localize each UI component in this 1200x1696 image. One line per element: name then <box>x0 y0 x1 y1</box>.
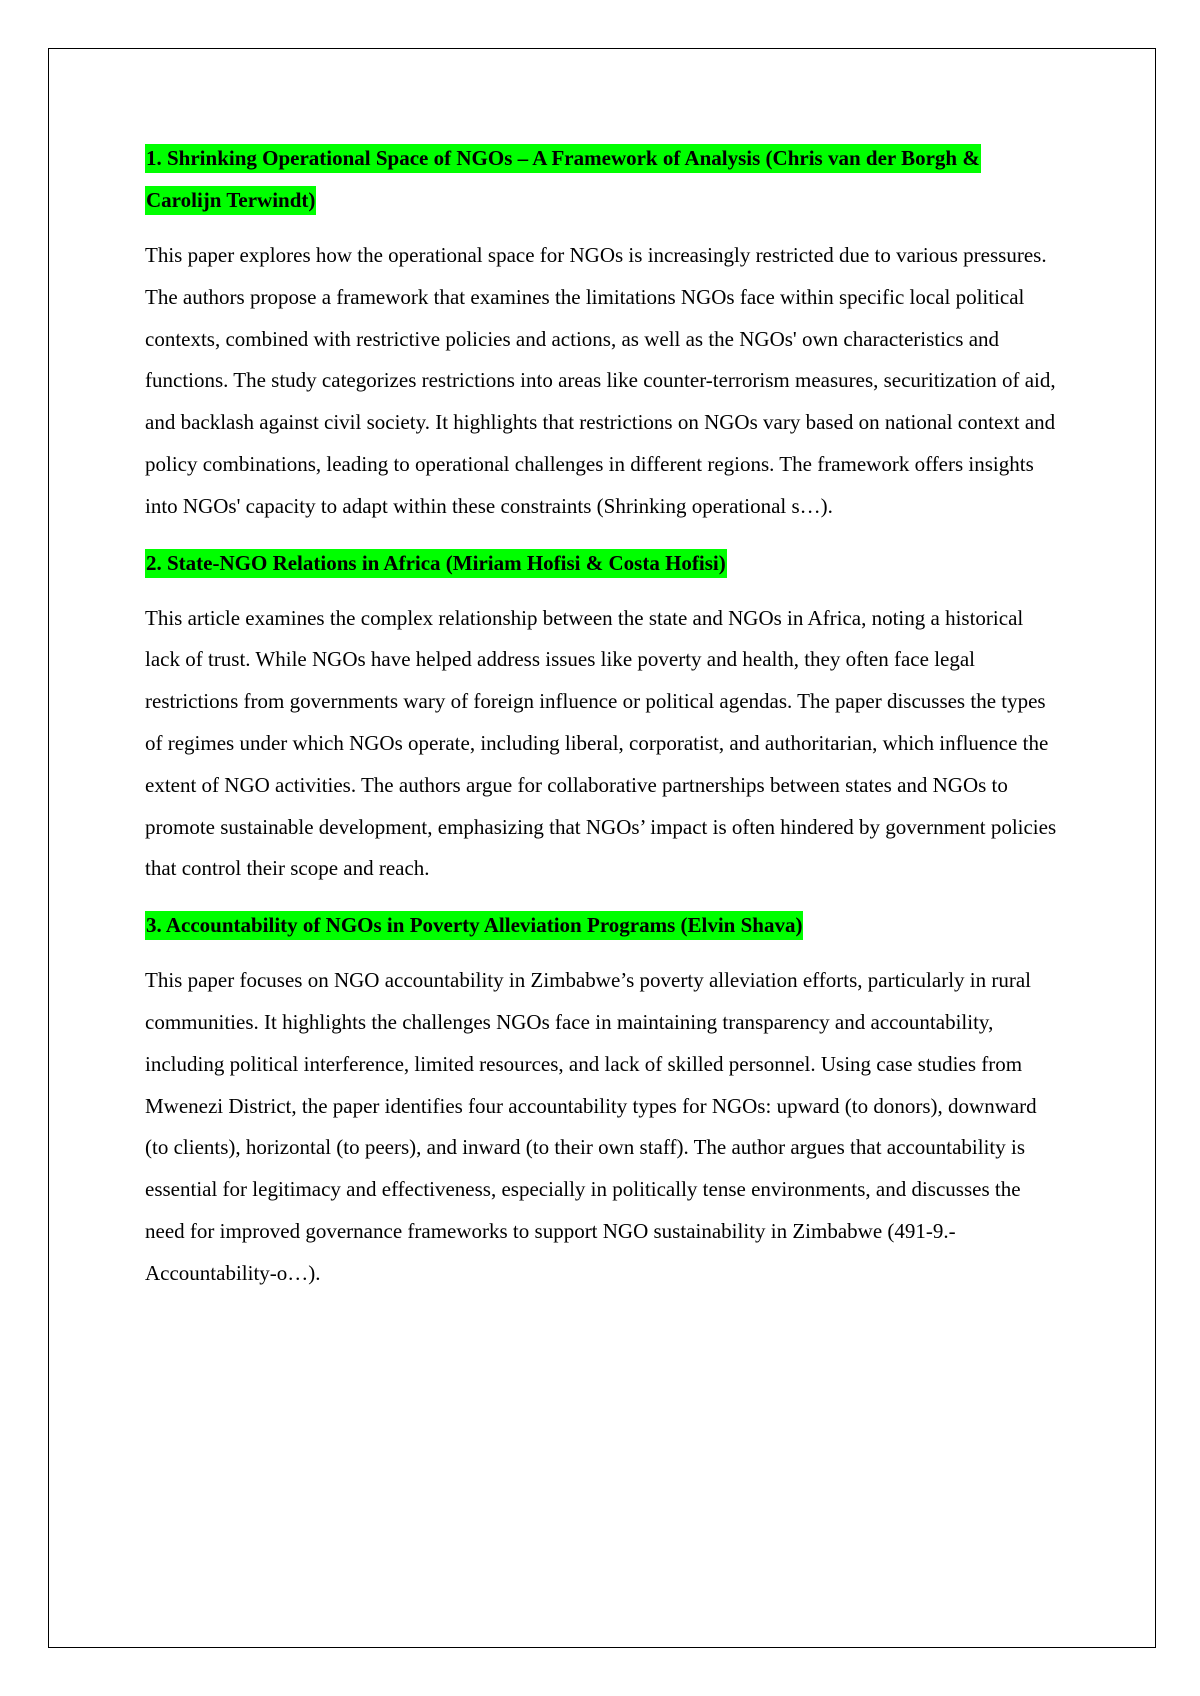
section-heading <box>145 542 1060 584</box>
highlighted-heading-text: 1. Shrinking Operational Space of NGOs – A Framework of Analysis (Chris van der Borgh & Carolijn Terwindt) <box>145 144 981 215</box>
document-content <box>145 137 1060 1309</box>
section-body: This paper focuses on NGO accountability in Zimbabwe’s poverty alleviation efforts, particularly in rural communities. It highlights the challenges NGOs face in maintaining transparency and accountability, including political interference, limited resources, and lack of skilled personnel. Using case studies from Mwenezi District, the paper identifies four accountability types for NGOs: upward (to donors), downward (to clients), horizontal (to peers), and inward (to their own staff). The author argues that accountability is essential for legitimacy and effectiveness, especially in politically tense environments, and discusses the need for improved governance frameworks to support NGO sustainability in Zimbabwe (491-9.-Accountability-o…). <box>145 968 1037 1285</box>
section-body: This article examines the complex relationship between the state and NGOs in Africa, noting a historical lack of trust. While NGOs have helped address issues like poverty and health, they often face legal restrictions from governments wary of foreign influence or political agendas. The paper discusses the types of regimes under which NGOs operate, including liberal, corporatist, and authoritarian, which influence the extent of NGO activities. The authors argue for collaborative partnerships between states and NGOs to promote sustainable development, emphasizing that NGOs’ impact is often hindered by government policies that control their scope and reach. <box>145 605 1057 881</box>
section-heading <box>145 137 1060 221</box>
highlighted-heading-text: 3. Accountability of NGOs in Poverty Alleviation Programs (Elvin Shava) <box>145 911 803 940</box>
section-3 <box>145 904 1060 1294</box>
section-body: This paper explores how the operational space for NGOs is increasingly restricted due to various pressures. The authors propose a framework that examines the limitations NGOs face within specific local political contexts, combined with restrictive policies and actions, as well as the NGOs' own characteristics and functions. The study categorizes restrictions into areas like counter-terrorism measures, securitization of aid, and backlash against civil society. It highlights that restrictions on NGOs vary based on national context and policy combinations, leading to operational challenges in different regions. The framework offers insights into NGOs' capacity to adapt within these constraints (Shrinking operational s…). <box>145 243 1056 518</box>
section-2 <box>145 542 1060 891</box>
section-1 <box>145 137 1060 528</box>
section-heading <box>145 904 1060 946</box>
highlighted-heading-text: 2. State-NGO Relations in Africa (Miriam Hofisi & Costa Hofisi) <box>145 549 727 578</box>
